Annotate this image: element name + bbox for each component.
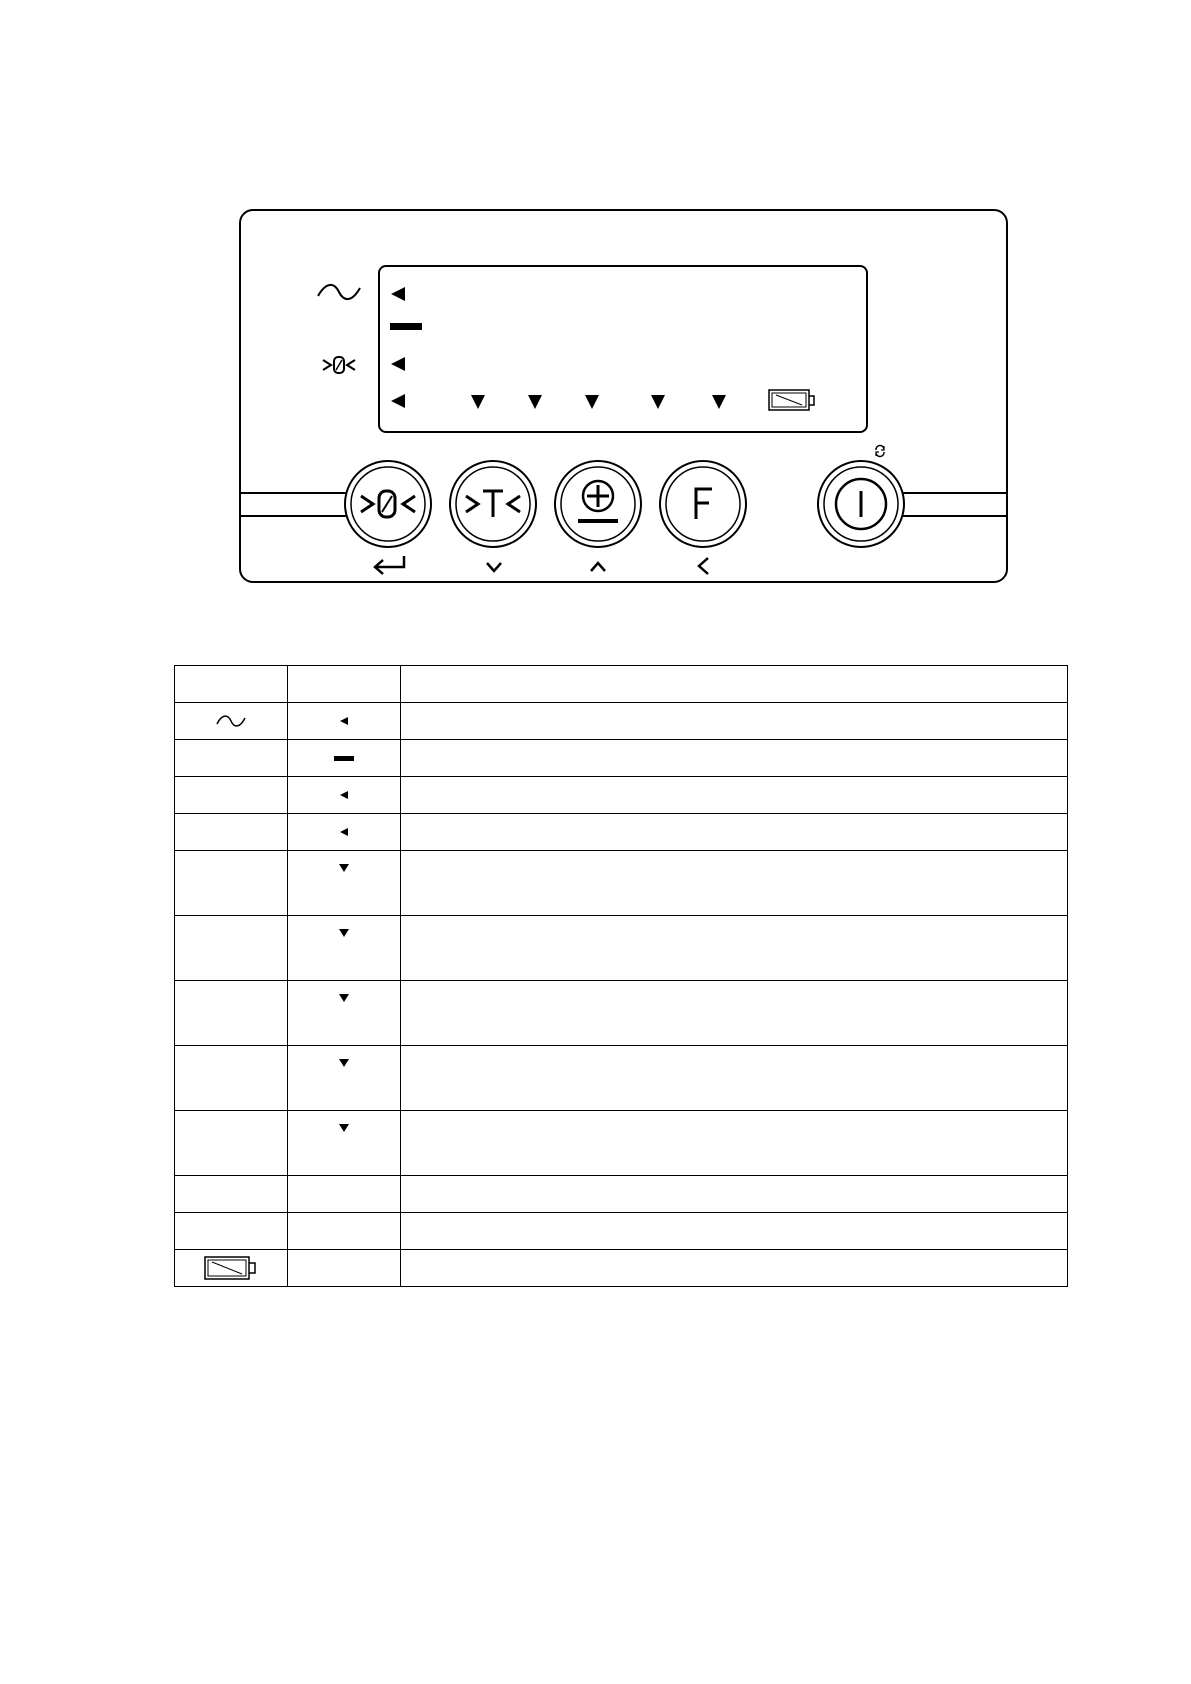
- arrow-down-icon: [288, 981, 400, 1003]
- zero-button[interactable]: [343, 459, 433, 549]
- table-row: [175, 1046, 1068, 1111]
- table-row: [175, 777, 1068, 814]
- arrow-down-icon: [288, 1046, 400, 1068]
- arrow-left-icon: [390, 393, 406, 409]
- function-button[interactable]: [658, 459, 748, 549]
- arrow-down-icon: [650, 394, 666, 410]
- zero-indicator-icon: [320, 355, 358, 375]
- chevron-up-icon: [589, 560, 607, 574]
- standby-icon: [873, 444, 887, 458]
- arrow-left-icon: [288, 716, 400, 726]
- arrow-down-icon: [288, 916, 400, 938]
- panel-stripe-right: [895, 492, 1006, 517]
- table-row: [175, 916, 1068, 981]
- arrow-down-icon: [470, 394, 486, 410]
- table-row: [175, 1250, 1068, 1287]
- arrow-down-icon: [711, 394, 727, 410]
- battery-low-icon: [768, 388, 816, 412]
- minus-bar-icon: [288, 756, 400, 761]
- table-row: [175, 1213, 1068, 1250]
- table-row: [175, 740, 1068, 777]
- arrow-down-icon: [527, 394, 543, 410]
- panel-stripe-left: [241, 492, 351, 517]
- battery-low-icon: [175, 1255, 287, 1281]
- plus-minus-button[interactable]: [553, 459, 643, 549]
- enter-arrow-icon: [368, 553, 410, 579]
- indicator-legend-table: [174, 665, 1068, 1287]
- table-row: [175, 851, 1068, 916]
- arrow-down-icon: [288, 851, 400, 873]
- table-row: [175, 666, 1068, 703]
- arrow-left-icon: [390, 356, 406, 372]
- arrow-left-icon: [390, 286, 406, 302]
- chevron-left-icon: [696, 556, 712, 576]
- arrow-down-icon: [584, 394, 600, 410]
- minus-bar-icon: [390, 323, 422, 330]
- chevron-down-icon: [485, 560, 503, 574]
- arrow-left-icon: [288, 790, 400, 800]
- table-row: [175, 703, 1068, 740]
- table-row: [175, 1176, 1068, 1213]
- table-row: [175, 814, 1068, 851]
- table-row: [175, 981, 1068, 1046]
- tare-button[interactable]: [448, 459, 538, 549]
- arrow-left-icon: [288, 827, 400, 837]
- power-button[interactable]: [816, 459, 906, 549]
- stability-tilde-icon: [316, 280, 362, 304]
- arrow-down-icon: [288, 1111, 400, 1133]
- stability-tilde-icon: [175, 713, 287, 729]
- table-row: [175, 1111, 1068, 1176]
